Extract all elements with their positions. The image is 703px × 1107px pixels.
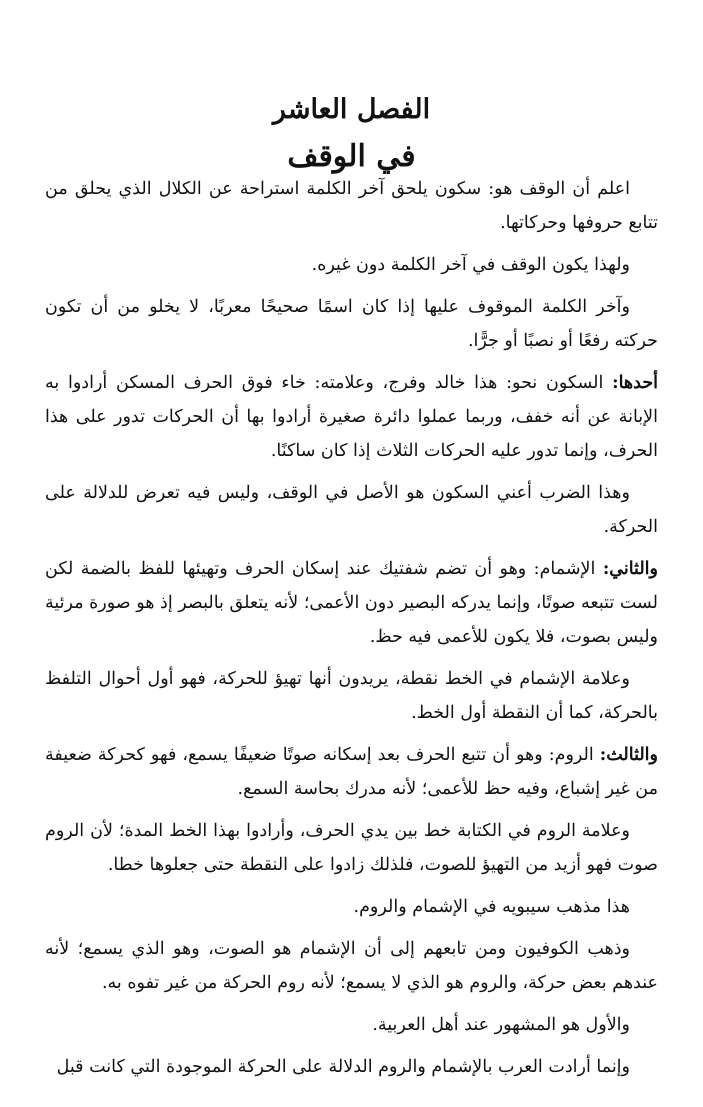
- paragraph: وذهب الكوفيون ومن تابعهم إلى أن الإشمام هو الصوت، وهو الذي يسمع؛ لأنه عندهم بعض حركة، والروم هو الذي لا يسمع؛ لأنه روم الحركة من غير تفوه به.: [45, 939, 658, 993]
- section-title: في الوقف: [287, 139, 416, 174]
- paragraph: والثالث: الروم: وهو أن تتبع الحرف بعد إسكانه صوتًا ضعيفًا يسمع، فهو كحركة ضعيفة من غير إشباع، وفيه حظ للأعمى؛ لأنه مدرك بحاسة السمع.: [45, 745, 658, 799]
- paragraph: وآخر الكلمة الموقوف عليها إذا كان اسمًا صحيحًا معربًا، لا يخلو من أن تكون حركته رفعًا أو نصبًا أو جرًّا.: [45, 297, 658, 351]
- paragraph: وعلامة الروم في الكتابة خط بين يدي الحرف، وأرادوا بهذا الخط المدة؛ لأن الروم صوت فهو أزيد من التهيؤ للصوت، فلذلك زادوا على النقطة حتى جعلوها خطا.: [45, 821, 658, 875]
- paragraph: اعلم أن الوقف هو: سكون يلحق آخر الكلمة استراحة عن الكلال الذي يحلق من تتابع حروفها وحركاتها.: [45, 179, 658, 233]
- paragraph: ولهذا يكون الوقف في آخر الكلمة دون غيره.: [311, 255, 630, 275]
- paragraph: وعلامة الإشمام في الخط نقطة، يريدون أنها تهيؤ للحركة، فهو أول أحوال التلفظ بالحركة، كما أن النقطة أول الخط.: [45, 669, 658, 723]
- paragraph: أحدها: السكون نحو: هذا خالد وفرج، وعلامته: خاء فوق الحرف المسكن أرادوا به الإبانة عن أنه خفف، وربما عملوا دائرة صغيرة أرادوا بها أن الحركات تدور على هذا الحرف، وإنما تدور عليه الحركات الثلاث إذا كان ساكنًا.: [45, 373, 658, 461]
- paragraph: هذا مذهب سيبويه في الإشمام والروم.: [353, 897, 630, 917]
- body-text: [45, 172, 658, 1092]
- paragraph: والثاني: الإشمام: وهو أن تضم شفتيك عند إسكان الحرف وتهيئها للفظ بالضمة لكن لست تتبعه صوتًا، وإنما يدركه البصير دون الأعمى؛ لأنه يتعلق بالبصر إذ هو صورة مرئية وليس بصوت، فلا يكون للأعمى فيه حظ.: [45, 559, 658, 647]
- chapter-title: الفصل العاشر: [272, 94, 431, 125]
- paragraph: وهذا الضرب أعني السكون هو الأصل في الوقف، وليس فيه تعرض للدلالة على الحركة.: [45, 483, 658, 537]
- paragraph: وإنما أرادت العرب بالإشمام والروم الدلالة على الحركة الموجودة التي كانت قبل: [56, 1057, 630, 1077]
- paragraph: والأول هو المشهور عند أهل العربية.: [372, 1015, 630, 1035]
